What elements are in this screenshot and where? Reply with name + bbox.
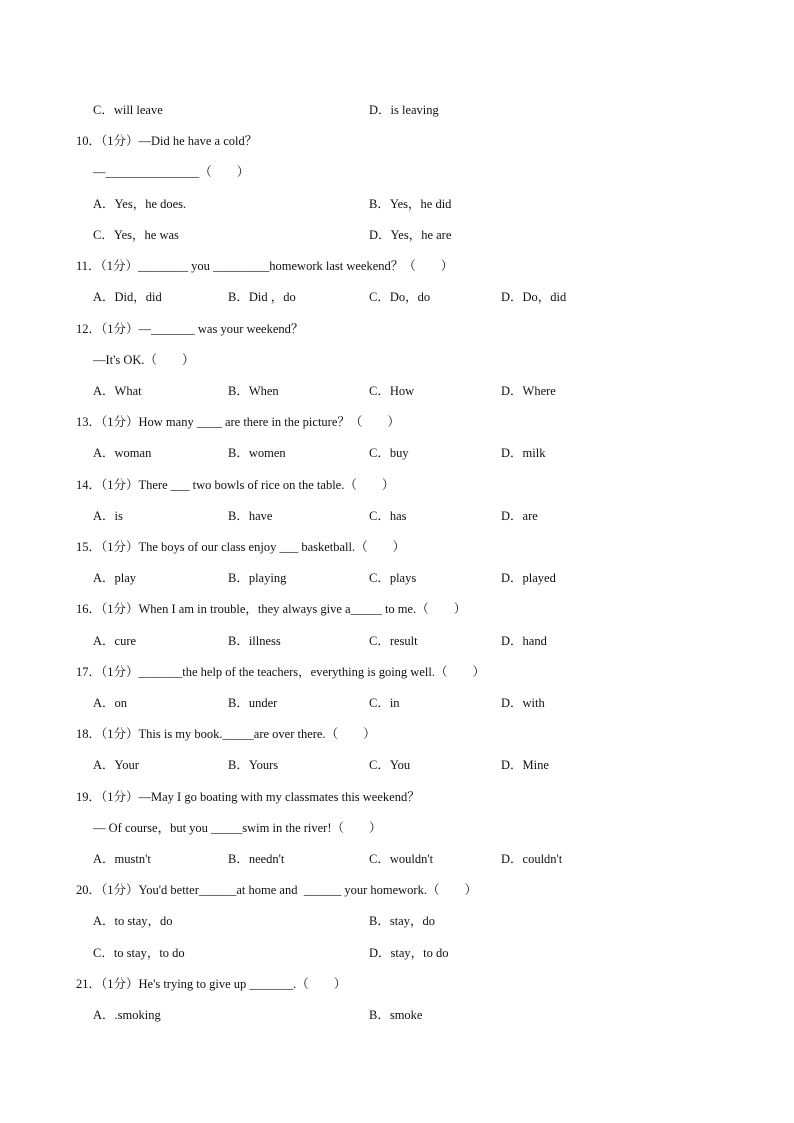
question-13-option-c: C．buy: [369, 446, 409, 460]
question-11-option-c: C．Do，do: [369, 290, 431, 304]
question-10-option-b: B．Yes，he did: [369, 197, 452, 211]
question-19-option-b: B．needn't: [228, 852, 285, 866]
question-15-option-d: D．played: [501, 571, 556, 585]
question-19-option-a: A．mustn't: [93, 852, 151, 866]
question-12-option-b: B．When: [228, 384, 279, 398]
question-19-response: — Of course，but you _____swim in the river!（ ）: [93, 821, 382, 835]
question-12-response: —It's OK.（ ）: [93, 353, 195, 367]
question-11-option-d: D．Do，did: [501, 290, 567, 304]
question-15-option-a: A．play: [93, 571, 137, 585]
question-14-option-d: D．are: [501, 509, 538, 523]
question-11-stem: 11．（1分）________ you _________homework last weekend？（ ）: [76, 259, 454, 273]
question-14-option-a: A．is: [93, 509, 123, 523]
question-18-option-b: B．Yours: [228, 758, 279, 772]
question-19-stem: 19．（1分）—May I go boating with my classmates this weekend？: [76, 790, 420, 804]
question-16-stem: 16．（1分）When I am in trouble，they always give a_____ to me.（ ）: [76, 602, 467, 616]
question-20-option-d: D．stay，to do: [369, 946, 449, 960]
question-17-option-b: B．under: [228, 696, 278, 710]
question-16-option-a: A．cure: [93, 634, 137, 648]
question-16-option-c: C．result: [369, 634, 418, 648]
question-17-stem: 17．（1分）_______the help of the teachers，everything is going well.（ ）: [76, 665, 485, 679]
question-18-option-c: C．You: [369, 758, 411, 772]
question-20-option-a: A．to stay，do: [93, 914, 173, 928]
question-15-stem: 15．（1分）The boys of our class enjoy ___ basketball.（ ）: [76, 540, 406, 554]
question-21-option-a: A．.smoking: [93, 1008, 161, 1022]
question-18-stem: 18．（1分）This is my book._____are over there.（ ）: [76, 727, 376, 741]
question-19-option-c: C．wouldn't: [369, 852, 434, 866]
question-13-option-d: D．milk: [501, 446, 546, 460]
question-13-option-b: B．women: [228, 446, 286, 460]
question-18-option-d: D．Mine: [501, 758, 549, 772]
question-12-option-a: A．What: [93, 384, 142, 398]
question-21-option-b: B．smoke: [369, 1008, 423, 1022]
question-10-stem: 10．（1分）—Did he have a cold？: [76, 134, 258, 148]
question-17-option-a: A．on: [93, 696, 128, 710]
question-15-option-b: B．playing: [228, 571, 287, 585]
question-17-option-d: D．with: [501, 696, 545, 710]
question-10-option-c: C．Yes，he was: [93, 228, 179, 242]
question-12-stem: 12．（1分）—_______ was your weekend？: [76, 322, 304, 336]
question-20-stem: 20．（1分）You'd better______at home and ______ your homework.（ ）: [76, 883, 477, 897]
question-11-option-b: B．Did ，do: [228, 290, 296, 304]
question-17-option-c: C．in: [369, 696, 400, 710]
question-9-option-d: D．is leaving: [369, 103, 439, 117]
question-14-option-b: B．have: [228, 509, 273, 523]
question-18-option-a: A．Your: [93, 758, 139, 772]
question-10-option-a: A．Yes，he does.: [93, 197, 187, 211]
question-16-option-d: D．hand: [501, 634, 547, 648]
question-15-option-c: C．plays: [369, 571, 417, 585]
question-20-option-b: B．stay，do: [369, 914, 435, 928]
question-16-option-b: B．illness: [228, 634, 281, 648]
question-12-option-c: C．How: [369, 384, 415, 398]
question-13-option-a: A．woman: [93, 446, 152, 460]
question-10-response: —_______________（ ）: [93, 165, 250, 179]
question-12-option-d: D．Where: [501, 384, 556, 398]
question-19-option-d: D．couldn't: [501, 852, 563, 866]
question-14-stem: 14．（1分）There ___ two bowls of rice on the table.（ ）: [76, 478, 395, 492]
question-14-option-c: C．has: [369, 509, 407, 523]
question-20-option-c: C．to stay，to do: [93, 946, 185, 960]
question-13-stem: 13．（1分）How many ____ are there in the picture？（ ）: [76, 415, 400, 429]
question-9-option-c: C．will leave: [93, 103, 163, 117]
question-10-option-d: D．Yes，he are: [369, 228, 452, 242]
question-21-stem: 21．（1分）He's trying to give up _______.（ ）: [76, 977, 347, 991]
question-11-option-a: A．Did，did: [93, 290, 162, 304]
